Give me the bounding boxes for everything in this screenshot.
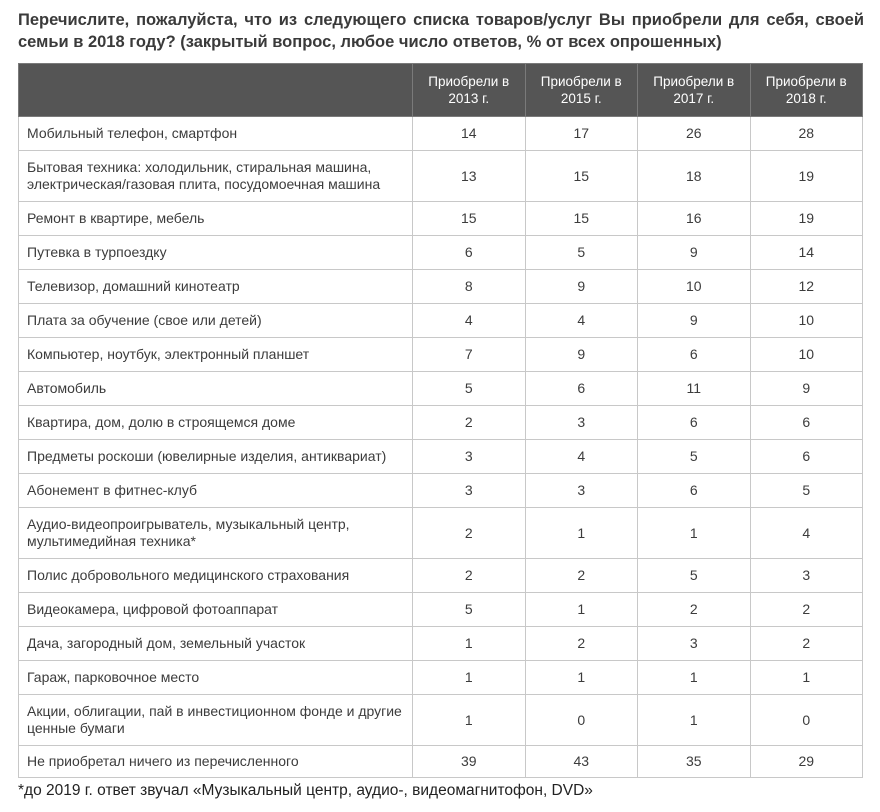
row-label: Предметы роскоши (ювелирные изделия, антиквариат) bbox=[19, 440, 413, 474]
row-label: Квартира, дом, долю в строящемся доме bbox=[19, 406, 413, 440]
row-label: Плата за обучение (свое или детей) bbox=[19, 304, 413, 338]
value-cell: 10 bbox=[638, 270, 751, 304]
table-row bbox=[19, 117, 863, 151]
row-label: Видеокамера, цифровой фотоаппарат bbox=[19, 593, 413, 627]
value-cell: 5 bbox=[413, 372, 526, 406]
value-cell: 29 bbox=[750, 746, 863, 778]
value-cell: 0 bbox=[525, 695, 638, 746]
row-label: Дача, загородный дом, земельный участок bbox=[19, 627, 413, 661]
value-cell: 3 bbox=[525, 474, 638, 508]
table-row bbox=[19, 695, 863, 746]
footnote: *до 2019 г. ответ звучал «Музыкальный центр, аудио-, видеомагнитофон, DVD» bbox=[18, 782, 593, 799]
value-cell: 13 bbox=[413, 151, 526, 202]
value-cell: 1 bbox=[750, 661, 863, 695]
table-row bbox=[19, 372, 863, 406]
value-cell: 2 bbox=[525, 627, 638, 661]
value-cell: 39 bbox=[413, 746, 526, 778]
value-cell: 4 bbox=[750, 508, 863, 559]
value-cell: 1 bbox=[638, 695, 751, 746]
value-cell: 2 bbox=[413, 508, 526, 559]
table-row bbox=[19, 627, 863, 661]
value-cell: 1 bbox=[638, 661, 751, 695]
row-label: Не приобретал ничего из перечисленного bbox=[19, 746, 413, 778]
column-header: Приобрели в 2018 г. bbox=[750, 64, 863, 117]
value-cell: 17 bbox=[525, 117, 638, 151]
value-cell: 1 bbox=[525, 593, 638, 627]
value-cell: 6 bbox=[638, 406, 751, 440]
value-cell: 5 bbox=[638, 440, 751, 474]
value-cell: 4 bbox=[525, 440, 638, 474]
value-cell: 14 bbox=[750, 236, 863, 270]
value-cell: 10 bbox=[750, 338, 863, 372]
table-row bbox=[19, 151, 863, 202]
value-cell: 2 bbox=[750, 593, 863, 627]
value-cell: 6 bbox=[638, 474, 751, 508]
value-cell: 19 bbox=[750, 202, 863, 236]
table-row bbox=[19, 236, 863, 270]
value-cell: 6 bbox=[638, 338, 751, 372]
value-cell: 6 bbox=[750, 440, 863, 474]
value-cell: 3 bbox=[413, 440, 526, 474]
row-label: Акции, облигации, пай в инвестиционном фонде и другие ценные бумаги bbox=[19, 695, 413, 746]
value-cell: 19 bbox=[750, 151, 863, 202]
value-cell: 12 bbox=[750, 270, 863, 304]
survey-question-title: Перечислите, пожалуйста, что из следующего списка товаров/услуг Вы приобрели для себя, своей семьи в 2018 году? (закрытый вопрос, любое число ответов, % от всех опрошенных) bbox=[18, 11, 864, 51]
value-cell: 11 bbox=[638, 372, 751, 406]
table-row bbox=[19, 661, 863, 695]
value-cell: 35 bbox=[638, 746, 751, 778]
table-row bbox=[19, 338, 863, 372]
value-cell: 6 bbox=[525, 372, 638, 406]
row-label: Путевка в турпоездку bbox=[19, 236, 413, 270]
value-cell: 1 bbox=[413, 695, 526, 746]
row-label: Абонемент в фитнес-клуб bbox=[19, 474, 413, 508]
value-cell: 43 bbox=[525, 746, 638, 778]
row-label: Аудио-видеопроигрыватель, музыкальный центр, мультимедийная техника* bbox=[19, 508, 413, 559]
value-cell: 15 bbox=[413, 202, 526, 236]
value-cell: 5 bbox=[638, 559, 751, 593]
value-cell: 9 bbox=[750, 372, 863, 406]
value-cell: 2 bbox=[413, 406, 526, 440]
row-label: Полис добровольного медицинского страхования bbox=[19, 559, 413, 593]
table-row bbox=[19, 440, 863, 474]
survey-results-table bbox=[18, 63, 863, 778]
value-cell: 7 bbox=[413, 338, 526, 372]
value-cell: 2 bbox=[413, 559, 526, 593]
value-cell: 10 bbox=[750, 304, 863, 338]
table-row bbox=[19, 406, 863, 440]
row-label: Компьютер, ноутбук, электронный планшет bbox=[19, 338, 413, 372]
table-row bbox=[19, 474, 863, 508]
row-label: Ремонт в квартире, мебель bbox=[19, 202, 413, 236]
table-row bbox=[19, 202, 863, 236]
value-cell: 18 bbox=[638, 151, 751, 202]
value-cell: 3 bbox=[413, 474, 526, 508]
value-cell: 0 bbox=[750, 695, 863, 746]
value-cell: 1 bbox=[413, 627, 526, 661]
value-cell: 6 bbox=[413, 236, 526, 270]
value-cell: 9 bbox=[525, 338, 638, 372]
value-cell: 3 bbox=[525, 406, 638, 440]
value-cell: 15 bbox=[525, 151, 638, 202]
table-row bbox=[19, 270, 863, 304]
value-cell: 26 bbox=[638, 117, 751, 151]
value-cell: 4 bbox=[413, 304, 526, 338]
row-label: Гараж, парковочное место bbox=[19, 661, 413, 695]
table-row bbox=[19, 304, 863, 338]
row-label: Бытовая техника: холодильник, стиральная машина, электрическая/газовая плита, посудомоечная машина bbox=[19, 151, 413, 202]
value-cell: 9 bbox=[638, 304, 751, 338]
value-cell: 1 bbox=[413, 661, 526, 695]
table-row bbox=[19, 746, 863, 778]
column-header: Приобрели в 2017 г. bbox=[638, 64, 751, 117]
value-cell: 1 bbox=[525, 661, 638, 695]
value-cell: 1 bbox=[525, 508, 638, 559]
value-cell: 9 bbox=[638, 236, 751, 270]
header-corner-cell bbox=[19, 64, 413, 117]
value-cell: 5 bbox=[750, 474, 863, 508]
value-cell: 15 bbox=[525, 202, 638, 236]
row-label: Телевизор, домашний кинотеатр bbox=[19, 270, 413, 304]
value-cell: 2 bbox=[525, 559, 638, 593]
value-cell: 28 bbox=[750, 117, 863, 151]
value-cell: 3 bbox=[750, 559, 863, 593]
value-cell: 14 bbox=[413, 117, 526, 151]
value-cell: 5 bbox=[413, 593, 526, 627]
table-row bbox=[19, 559, 863, 593]
row-label: Мобильный телефон, смартфон bbox=[19, 117, 413, 151]
value-cell: 2 bbox=[750, 627, 863, 661]
value-cell: 3 bbox=[638, 627, 751, 661]
value-cell: 2 bbox=[638, 593, 751, 627]
value-cell: 8 bbox=[413, 270, 526, 304]
value-cell: 5 bbox=[525, 236, 638, 270]
value-cell: 6 bbox=[750, 406, 863, 440]
value-cell: 4 bbox=[525, 304, 638, 338]
table-row bbox=[19, 593, 863, 627]
row-label: Автомобиль bbox=[19, 372, 413, 406]
table-row bbox=[19, 508, 863, 559]
value-cell: 9 bbox=[525, 270, 638, 304]
column-header: Приобрели в 2015 г. bbox=[525, 64, 638, 117]
column-header: Приобрели в 2013 г. bbox=[413, 64, 526, 117]
value-cell: 1 bbox=[638, 508, 751, 559]
value-cell: 16 bbox=[638, 202, 751, 236]
table-header-row bbox=[19, 64, 863, 117]
